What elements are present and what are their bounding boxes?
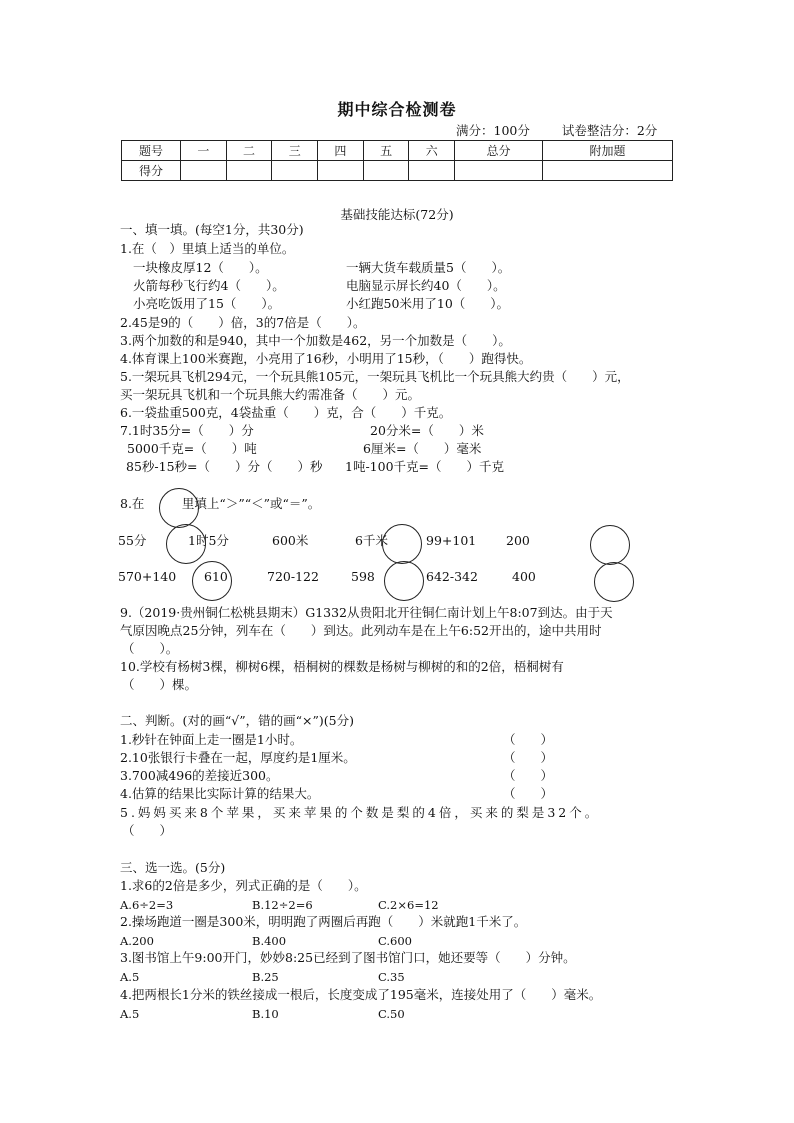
compare-circle[interactable] [192, 561, 232, 601]
score-table-score-row [122, 161, 673, 181]
compare-circle[interactable] [166, 524, 206, 564]
score-table-cell: 总分 [455, 141, 543, 161]
question-9-line3: （ ）。 [122, 641, 179, 656]
score-table-cell: 附加题 [542, 141, 672, 161]
answer-bracket[interactable]: （ ） [503, 732, 554, 747]
score-table-cell: 三 [272, 141, 318, 161]
choice-option[interactable]: A.6÷2=3 [120, 898, 174, 912]
q8-item: 200 [506, 533, 530, 548]
choice-question: 2.操场跑道一圈是300米，明明跑了两圈后再跑（ ）米就跑1千米了。 [120, 914, 527, 929]
question-7b: 20分米=（ ）米 [370, 423, 484, 438]
question-7c: 5000千克=（ ）吨 [127, 441, 257, 456]
choice-option[interactable]: B.12÷2=6 [252, 898, 313, 912]
q8-item: 600米 [272, 533, 309, 548]
choice-option[interactable]: B.10 [252, 1007, 279, 1021]
answer-bracket[interactable]: （ ） [503, 786, 554, 801]
score-input-cell[interactable] [272, 161, 318, 181]
choice-question: 1.求6的2倍是多少，列式正确的是（ ）。 [120, 878, 367, 893]
page-title: 期中综合检测卷 [337, 100, 457, 119]
compare-circle[interactable] [590, 525, 630, 565]
question-9-line2: 气原因晚点25分钟，列车在（ ）到达。此列动车是在上午6:52开出的，途中共用时 [120, 623, 602, 638]
score-table-cell: 得分 [122, 161, 181, 181]
compare-circle[interactable] [594, 562, 634, 602]
question-1f: 小红跑50米用了10（ ）。 [346, 296, 510, 311]
score-input-cell[interactable] [181, 161, 227, 181]
question-10-line2: （ ）棵。 [122, 677, 198, 692]
score-input-cell[interactable] [318, 161, 364, 181]
question-1a: 一块橡皮厚12（ ）。 [133, 260, 268, 275]
question-1e: 小亮吃饭用了15（ ）。 [133, 296, 281, 311]
question-7d: 6厘米=（ ）毫米 [363, 441, 482, 456]
judge-item: 3.700减496的差接近300。 [120, 768, 279, 783]
q8-item: 6千米 [355, 533, 388, 548]
q8-item: 570+140 [118, 569, 177, 584]
question-1: 1.在（ ）里填上适当的单位。 [120, 241, 295, 256]
judge-item: 2.10张银行卡叠在一起，厚度约是1厘米。 [120, 750, 356, 765]
judge-item: 1.秒针在钟面上走一圈是1小时。 [120, 732, 303, 747]
compare-circle[interactable] [384, 561, 424, 601]
choice-option[interactable]: C.50 [378, 1007, 405, 1021]
q8-item: 55分 [118, 533, 147, 548]
neatness-score: 试卷整洁分：2分 [561, 123, 658, 138]
score-table-cell: 一 [181, 141, 227, 161]
question-5-line2: 买一架玩具飞机和一个玩具熊大约需准备（ ）元。 [120, 387, 421, 402]
choice-question: 3.图书馆上午9:00开门，妙妙8:25已经到了图书馆门口，她还要等（ ）分钟。 [120, 950, 576, 965]
answer-bracket[interactable]: （ ） [122, 823, 173, 838]
full-score: 满分：100分 [456, 123, 530, 138]
answer-bracket[interactable]: （ ） [503, 768, 554, 783]
score-table-cell: 六 [409, 141, 455, 161]
question-5-line1: 5.一架玩具飞机294元，一个玩具熊105元，一架玩具飞机比一个玩具熊大约贵（ ）元， [120, 369, 630, 384]
question-1d: 电脑显示屏长约40（ ）。 [346, 278, 506, 293]
score-table-cell: 题号 [122, 141, 181, 161]
score-input-cell[interactable] [226, 161, 272, 181]
choice-option[interactable]: A.5 [120, 1007, 140, 1021]
compare-circle-example [159, 488, 199, 528]
choice-option[interactable]: A.200 [120, 934, 154, 948]
score-input-cell[interactable] [542, 161, 672, 181]
choice-option[interactable]: C.600 [378, 934, 412, 948]
choice-option[interactable]: C.2×6=12 [378, 898, 439, 912]
question-6: 6.一袋盐重500克，4袋盐重（ ）克，合（ ）千克。 [120, 405, 452, 420]
score-table-cell: 二 [226, 141, 272, 161]
q8-item: 400 [512, 569, 536, 584]
question-8: 8.在 里填上“＞”“＜”或“＝”。 [120, 496, 321, 511]
question-2: 2.45是9的（ ）倍，3的7倍是（ ）。 [120, 315, 366, 330]
q8-item: 720-122 [267, 569, 319, 584]
q8-item: 1时5分 [188, 533, 229, 548]
question-4: 4.体育课上100米赛跑，小亮用了16秒，小明用了15秒，（ ）跑得快。 [120, 351, 532, 366]
score-table-cell: 四 [318, 141, 364, 161]
judge-item: 5.妈妈买来8个苹果，买来苹果的个数是梨的4倍，买来的梨是32个。 [120, 805, 601, 820]
part2-heading: 二、判断。(对的画“√”，错的画“×”)(5分) [120, 713, 354, 728]
score-info [456, 121, 657, 139]
score-input-cell[interactable] [363, 161, 409, 181]
q8-item: 598 [351, 569, 375, 584]
question-7e: 85秒-15秒=（ ）分（ ）秒 [126, 459, 323, 474]
question-1b: 一辆大货车载质量5（ ）。 [346, 260, 511, 275]
question-1c: 火箭每秒飞行约4（ ）。 [133, 278, 285, 293]
choice-option[interactable]: B.400 [252, 934, 287, 948]
score-table-cell: 五 [363, 141, 409, 161]
q8-item: 642-342 [426, 569, 478, 584]
part3-heading: 三、选一选。(5分) [120, 860, 226, 875]
choice-option[interactable]: A.5 [120, 970, 140, 984]
q8-item: 610 [204, 569, 228, 584]
choice-question: 4.把两根长1分米的铁丝接成一根后，长度变成了195毫米，连接处用了（ ）毫米。 [120, 987, 602, 1002]
question-10-line1: 10.学校有杨树3棵，柳树6棵，梧桐树的棵数是杨树与柳树的和的2倍，梧桐树有 [120, 659, 564, 674]
question-7a: 7.1时35分=（ ）分 [120, 423, 254, 438]
score-input-cell[interactable] [409, 161, 455, 181]
question-9-line1: 9.（2019·贵州铜仁松桃县期末）G1332从贵阳北开往铜仁南计划上午8:07到达。由于天 [120, 605, 613, 620]
answer-bracket[interactable]: （ ） [503, 750, 554, 765]
part1-heading: 一、填一填。(每空1分，共30分) [120, 222, 304, 237]
choice-option[interactable]: B.25 [252, 970, 279, 984]
q8-item: 99+101 [426, 533, 477, 548]
question-3: 3.两个加数的和是940，其中一个加数是462，另一个加数是（ ）。 [120, 333, 511, 348]
choice-option[interactable]: C.35 [378, 970, 405, 984]
compare-circle[interactable] [382, 524, 422, 564]
section-heading: 基础技能达标(72分) [340, 207, 454, 222]
score-input-cell[interactable] [455, 161, 543, 181]
question-7f: 1吨-100千克=（ ）千克 [345, 459, 505, 474]
score-table-header-row [122, 141, 673, 161]
judge-item: 4.估算的结果比实际计算的结果大。 [120, 786, 320, 801]
score-table [121, 140, 673, 181]
